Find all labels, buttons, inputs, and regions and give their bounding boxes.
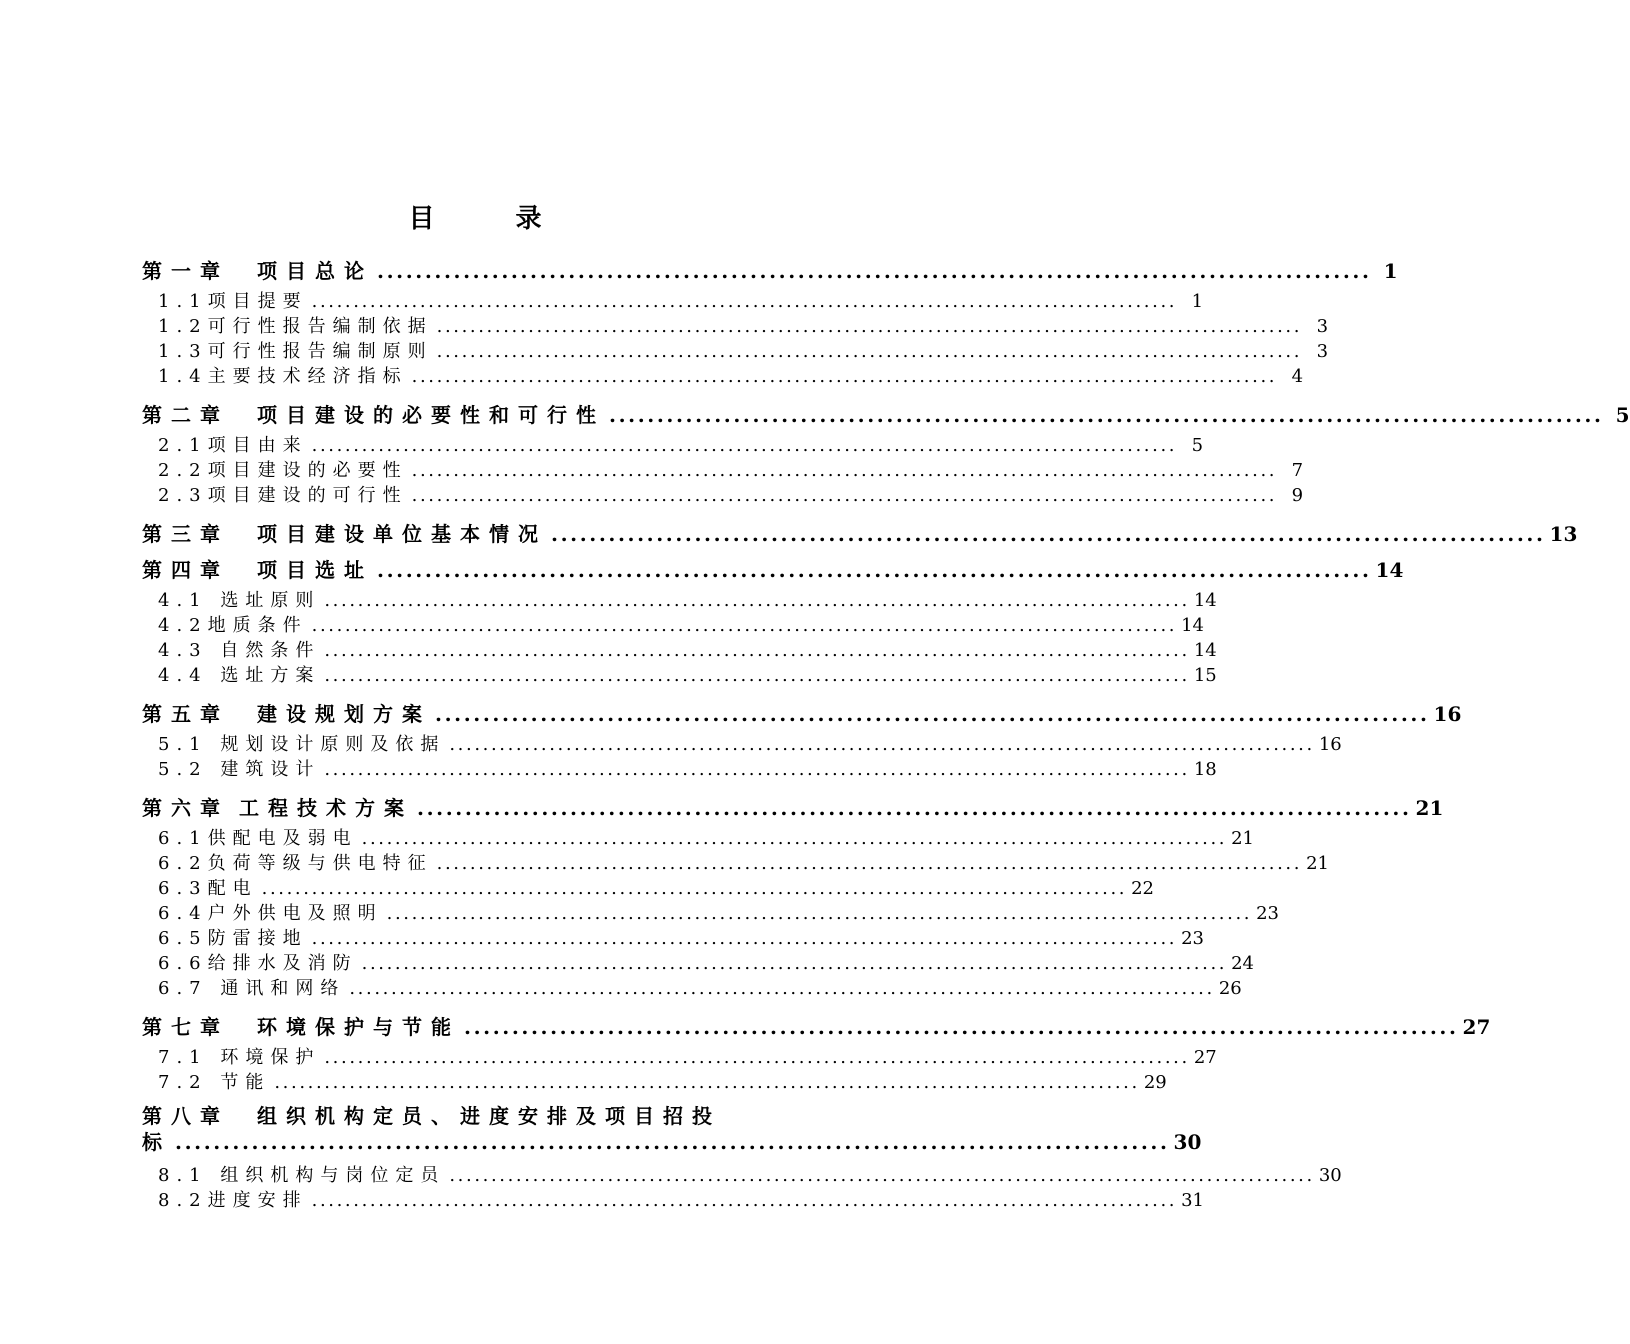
page-number: 15 <box>1193 665 1217 686</box>
chapter-number: 第七章 <box>142 1015 229 1039</box>
toc-section-5-2[interactable] <box>142 757 1217 782</box>
page-number: 4 <box>1291 366 1304 387</box>
leader-dots: ........................................................................................................ <box>175 1130 1170 1154</box>
leader-dots: ........................................................................................................ <box>411 460 1278 481</box>
leader-dots: ........................................................................................................ <box>436 316 1303 337</box>
leader-dots: ........................................................................................................ <box>274 1072 1140 1093</box>
leader-dots: ........................................................................................................ <box>435 702 1430 726</box>
section-title: 6.7 通讯和网络 <box>158 978 346 999</box>
leader-dots: ........................................................................................................ <box>311 1190 1178 1211</box>
page-number: 5 <box>1615 403 1630 427</box>
toc-section-8-2[interactable] <box>142 1188 1205 1213</box>
section-title: 1.3可行性报告编制原则 <box>158 341 433 362</box>
section-title: 5.1 规划设计原则及依据 <box>158 734 446 755</box>
chapter-title: 环境保护与节能 <box>257 1015 460 1039</box>
page-number: 30 <box>1173 1130 1202 1154</box>
chapter-title: 工程技术方案 <box>239 796 413 820</box>
toc-section-2-1[interactable] <box>142 433 1204 458</box>
toc-section-4-3[interactable] <box>142 638 1217 663</box>
toc-section-5-1[interactable] <box>142 732 1342 757</box>
section-title: 7.2 节能 <box>158 1072 271 1093</box>
section-title: 4.3 自然条件 <box>158 640 321 661</box>
toc-chapter-6[interactable] <box>142 790 1444 826</box>
section-title: 7.1 环境保护 <box>158 1047 321 1068</box>
leader-dots: ........................................................................................................ <box>449 734 1315 755</box>
section-title: 6.4户外供电及照明 <box>158 903 383 924</box>
chapter-title: 项目建设单位基本情况 <box>257 522 547 546</box>
chapter-title: 建设规划方案 <box>257 702 431 726</box>
toc-chapter-1[interactable] <box>142 253 1398 289</box>
section-title: 6.5防雷接地 <box>158 928 308 949</box>
section-title: 6.6给排水及消防 <box>158 953 358 974</box>
chapter-title: 组织机构定员、进度安排及项目招投 <box>257 1104 721 1128</box>
page-number: 18 <box>1193 759 1217 780</box>
leader-dots: ........................................................................................................ <box>464 1015 1459 1039</box>
page-number: 14 <box>1375 558 1404 582</box>
toc-section-4-1[interactable] <box>142 588 1217 613</box>
chapter-number: 第八章 <box>142 1104 229 1128</box>
table-of-contents <box>142 245 1630 1213</box>
chapter-title: 项目建设的必要性和可行性 <box>257 403 605 427</box>
toc-section-1-3[interactable] <box>142 339 1329 364</box>
leader-dots: ........................................................................................................ <box>261 878 1128 899</box>
toc-section-1-2[interactable] <box>142 314 1329 339</box>
leader-dots: ........................................................................................................ <box>377 259 1372 283</box>
toc-section-8-1[interactable] <box>142 1163 1342 1188</box>
toc-section-6-3[interactable] <box>142 876 1155 901</box>
toc-chapter-2[interactable] <box>142 397 1630 433</box>
chapter-number: 第三章 <box>142 522 229 546</box>
chapter-title: 项目总论 <box>257 259 373 283</box>
page-number: 23 <box>1256 903 1280 924</box>
leader-dots: ........................................................................................................ <box>411 485 1278 506</box>
toc-chapter-7[interactable] <box>142 1009 1491 1045</box>
page-number: 5 <box>1191 435 1204 456</box>
leader-dots: ........................................................................................................ <box>417 796 1412 820</box>
page-number: 7 <box>1291 460 1304 481</box>
chapter-title-continued: 标 <box>142 1130 171 1154</box>
chapter-number: 第五章 <box>142 702 229 726</box>
toc-section-2-3[interactable] <box>142 483 1304 508</box>
toc-section-6-1[interactable] <box>142 826 1255 851</box>
leader-dots: ........................................................................................................ <box>436 853 1303 874</box>
toc-section-6-5[interactable] <box>142 926 1205 951</box>
toc-section-4-4[interactable] <box>142 663 1217 688</box>
page-number: 16 <box>1433 702 1462 726</box>
leader-dots: ........................................................................................................ <box>361 953 1228 974</box>
page-number: 24 <box>1231 953 1255 974</box>
toc-section-7-2[interactable] <box>142 1070 1167 1095</box>
toc-section-4-2[interactable] <box>142 613 1205 638</box>
page-number: 31 <box>1181 1190 1205 1211</box>
leader-dots: ........................................................................................................ <box>311 615 1178 636</box>
leader-dots: ........................................................................................................ <box>311 435 1178 456</box>
section-title: 1.1项目提要 <box>158 291 308 312</box>
section-title: 6.2负荷等级与供电特征 <box>158 853 433 874</box>
toc-section-7-1[interactable] <box>142 1045 1217 1070</box>
toc-section-6-7[interactable] <box>142 976 1242 1001</box>
page-number: 9 <box>1291 485 1304 506</box>
leader-dots: ........................................................................................................ <box>377 558 1372 582</box>
leader-dots: ........................................................................................................ <box>436 341 1303 362</box>
leader-dots: ........................................................................................................ <box>324 1047 1190 1068</box>
section-title: 4.4 选址方案 <box>158 665 321 686</box>
chapter-title: 项目选址 <box>257 558 373 582</box>
page-number: 16 <box>1318 734 1342 755</box>
section-title: 1.2可行性报告编制依据 <box>158 316 433 337</box>
toc-section-2-2[interactable] <box>142 458 1304 483</box>
chapter-number: 第一章 <box>142 259 229 283</box>
chapter-number: 第四章 <box>142 558 229 582</box>
leader-dots: ........................................................................................................ <box>386 903 1253 924</box>
leader-dots: ........................................................................................................ <box>324 759 1190 780</box>
leader-dots: ........................................................................................................ <box>361 828 1228 849</box>
leader-dots: ........................................................................................................ <box>411 366 1278 387</box>
toc-section-6-4[interactable] <box>142 901 1280 926</box>
toc-chapter-3[interactable] <box>142 516 1578 552</box>
leader-dots: ........................................................................................................ <box>609 403 1604 427</box>
leader-dots: ........................................................................................................ <box>324 590 1190 611</box>
section-title: 4.2地质条件 <box>158 615 308 636</box>
page-number: 27 <box>1193 1047 1217 1068</box>
toc-section-1-4[interactable] <box>142 364 1304 389</box>
page-number: 13 <box>1549 522 1578 546</box>
page-number: 26 <box>1218 978 1242 999</box>
page-number: 21 <box>1415 796 1444 820</box>
section-title: 2.1项目由来 <box>158 435 308 456</box>
page-number: 3 <box>1316 341 1329 362</box>
leader-dots: ........................................................................................................ <box>349 978 1215 999</box>
leader-dots: ........................................................................................................ <box>324 665 1190 686</box>
section-title: 5.2 建筑设计 <box>158 759 321 780</box>
toc-section-6-2[interactable] <box>142 851 1329 876</box>
page-number: 29 <box>1143 1072 1167 1093</box>
section-title: 2.2项目建设的必要性 <box>158 460 408 481</box>
section-title: 1.4主要技术经济指标 <box>158 366 408 387</box>
section-title: 8.1 组织机构与岗位定员 <box>158 1165 446 1186</box>
leader-dots: ........................................................................................................ <box>449 1165 1315 1186</box>
toc-chapter-5[interactable] <box>142 696 1462 732</box>
page-number: 23 <box>1181 928 1205 949</box>
section-title: 6.3配电 <box>158 878 258 899</box>
leader-dots: ........................................................................................................ <box>324 640 1190 661</box>
page-number: 22 <box>1131 878 1155 899</box>
toc-section-1-1[interactable] <box>142 289 1204 314</box>
page-number: 14 <box>1193 640 1217 661</box>
page-number: 14 <box>1193 590 1217 611</box>
leader-dots: ........................................................................................................ <box>551 522 1546 546</box>
chapter-number: 第二章 <box>142 403 229 427</box>
toc-chapter-8[interactable] <box>142 1103 1202 1155</box>
page-number: 30 <box>1318 1165 1342 1186</box>
page-number: 1 <box>1191 291 1204 312</box>
page-number: 1 <box>1383 259 1398 283</box>
page-number: 14 <box>1181 615 1205 636</box>
section-title: 6.1供配电及弱电 <box>158 828 358 849</box>
leader-dots: ........................................................................................................ <box>311 928 1178 949</box>
chapter-number: 第六章 <box>142 796 229 820</box>
page-number: 3 <box>1316 316 1329 337</box>
page-number: 21 <box>1231 828 1255 849</box>
page-number: 27 <box>1462 1015 1491 1039</box>
section-title: 8.2进度安排 <box>158 1190 308 1211</box>
toc-chapter-4[interactable] <box>142 552 1404 588</box>
section-title: 2.3项目建设的可行性 <box>158 485 408 506</box>
toc-section-6-6[interactable] <box>142 951 1255 976</box>
page-number: 21 <box>1306 853 1329 874</box>
section-title: 4.1 选址原则 <box>158 590 321 611</box>
page-title: 目 录 <box>408 204 578 234</box>
leader-dots: ........................................................................................................ <box>311 291 1178 312</box>
